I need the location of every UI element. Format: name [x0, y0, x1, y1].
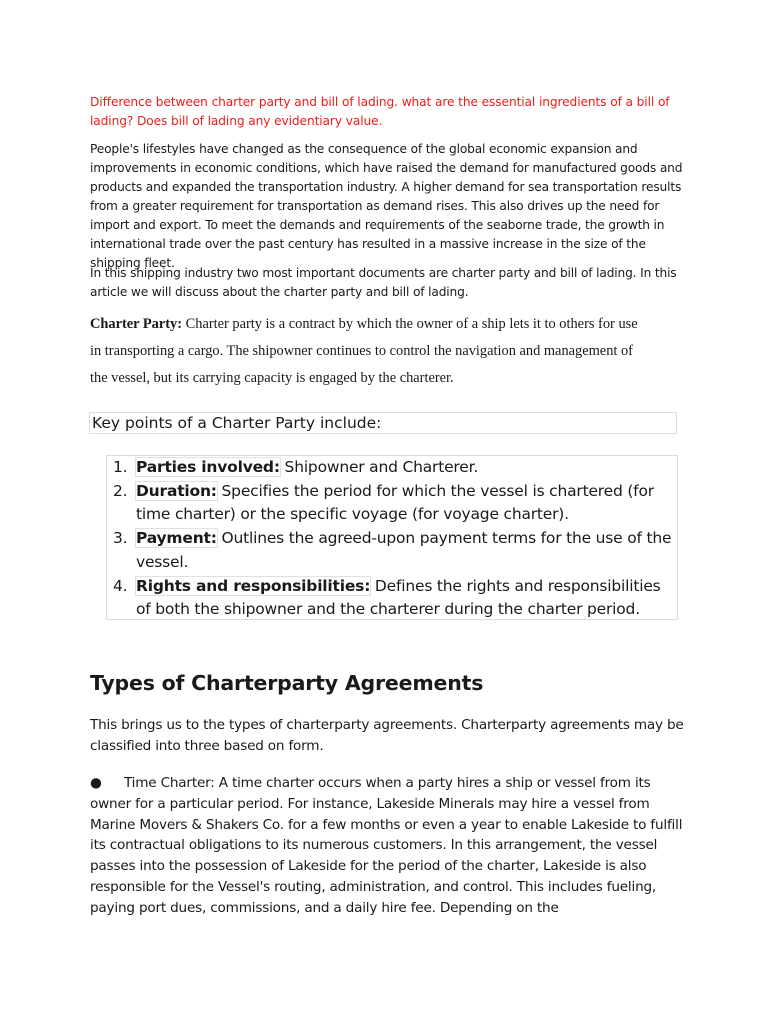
- key-point-text: Outlines the agreed-upon payment terms for the use of the vessel.: [136, 529, 672, 571]
- charter-party-text: Charter party is a contract by which the owner of a ship lets it to others for use in transporting a cargo. The shipowner continues to control the navigation and management of the vessel, but its carrying capacity is engaged by the charterer.: [90, 316, 638, 386]
- key-point-number: 4.: [113, 576, 128, 595]
- key-points-title-box: [89, 412, 677, 434]
- key-point-item: [107, 527, 677, 574]
- key-point-text: Specifies the period for which the vessel is chartered (for time charter) or the specific voyage (for voyage charter).: [136, 481, 654, 524]
- question-heading: Difference between charter party and bill of lading. what are the essential ingredients of a bill of lading? Does bill of lading any evidentiary value.: [90, 95, 670, 128]
- key-point-number: 3.: [113, 529, 128, 548]
- key-point-text: Defines the rights and responsibilities of both the shipowner and the charterer during the charter period.: [136, 576, 661, 619]
- bullet-icon: ●: [90, 775, 102, 791]
- key-point-item: [107, 480, 677, 527]
- intro-paragraph-2: In this shipping industry two most important documents are charter party and bill of lading. In this article we will discuss about the charter party and bill of lading.: [90, 266, 677, 299]
- key-point-number: 1.: [113, 458, 128, 476]
- bullet-time-charter: [90, 773, 685, 919]
- key-points-list: [107, 456, 677, 622]
- intro-paragraph-1: People's lifestyles have changed as the consequence of the global economic expansion and improvements in economic conditions, which have raised the demand for manufactured goods and products and expanded the transportation industry. A higher demand for sea transportation results from a greater requirement for transportation as demand rises. This also drives up the need for import and export. To meet the demands and requirements of the seaborne trade, the growth in international trade over the past century has resulted in a massive increase in the size of the shipping fleet.: [90, 142, 683, 270]
- key-points-title: Key points of a Charter Party include:: [92, 414, 382, 432]
- key-point-term: Payment:: [136, 529, 217, 548]
- charter-party-term: Charter Party:: [90, 316, 183, 332]
- key-point-text: Shipowner and Charterer.: [279, 458, 479, 476]
- bullet-text: Time Charter: A time charter occurs when a party hires a ship or vessel from its owner for a particular period. For instance, Lakeside Minerals may hire a vessel from Marine Movers & Shakers Co. for a few months or even a year to enable Lakeside to fulfill its contractual obligations to its numerous customers. In this arrangement, the vessel passes into the possession of Lakeside for the period of the charter, Lakeside is also responsible for the Vessel's routing, administration, and control. This includes fueling, paying port dues, commissions, and a daily hire fee. Depending on the: [90, 775, 683, 916]
- charter-party-definition: [90, 311, 650, 392]
- section-intro: This brings us to the types of charterparty agreements. Charterparty agreements may be classified into three based on form.: [90, 717, 684, 754]
- key-point-number: 2.: [113, 481, 128, 500]
- key-point-item: [107, 575, 677, 622]
- key-point-term: Rights and responsibilities:: [136, 576, 371, 595]
- key-point-term: Parties involved:: [136, 458, 280, 476]
- section-heading: Types of Charterparty Agreements: [90, 671, 484, 695]
- key-point-item: [107, 456, 677, 480]
- key-point-term: Duration:: [136, 481, 217, 500]
- key-points-list-box: [106, 455, 678, 620]
